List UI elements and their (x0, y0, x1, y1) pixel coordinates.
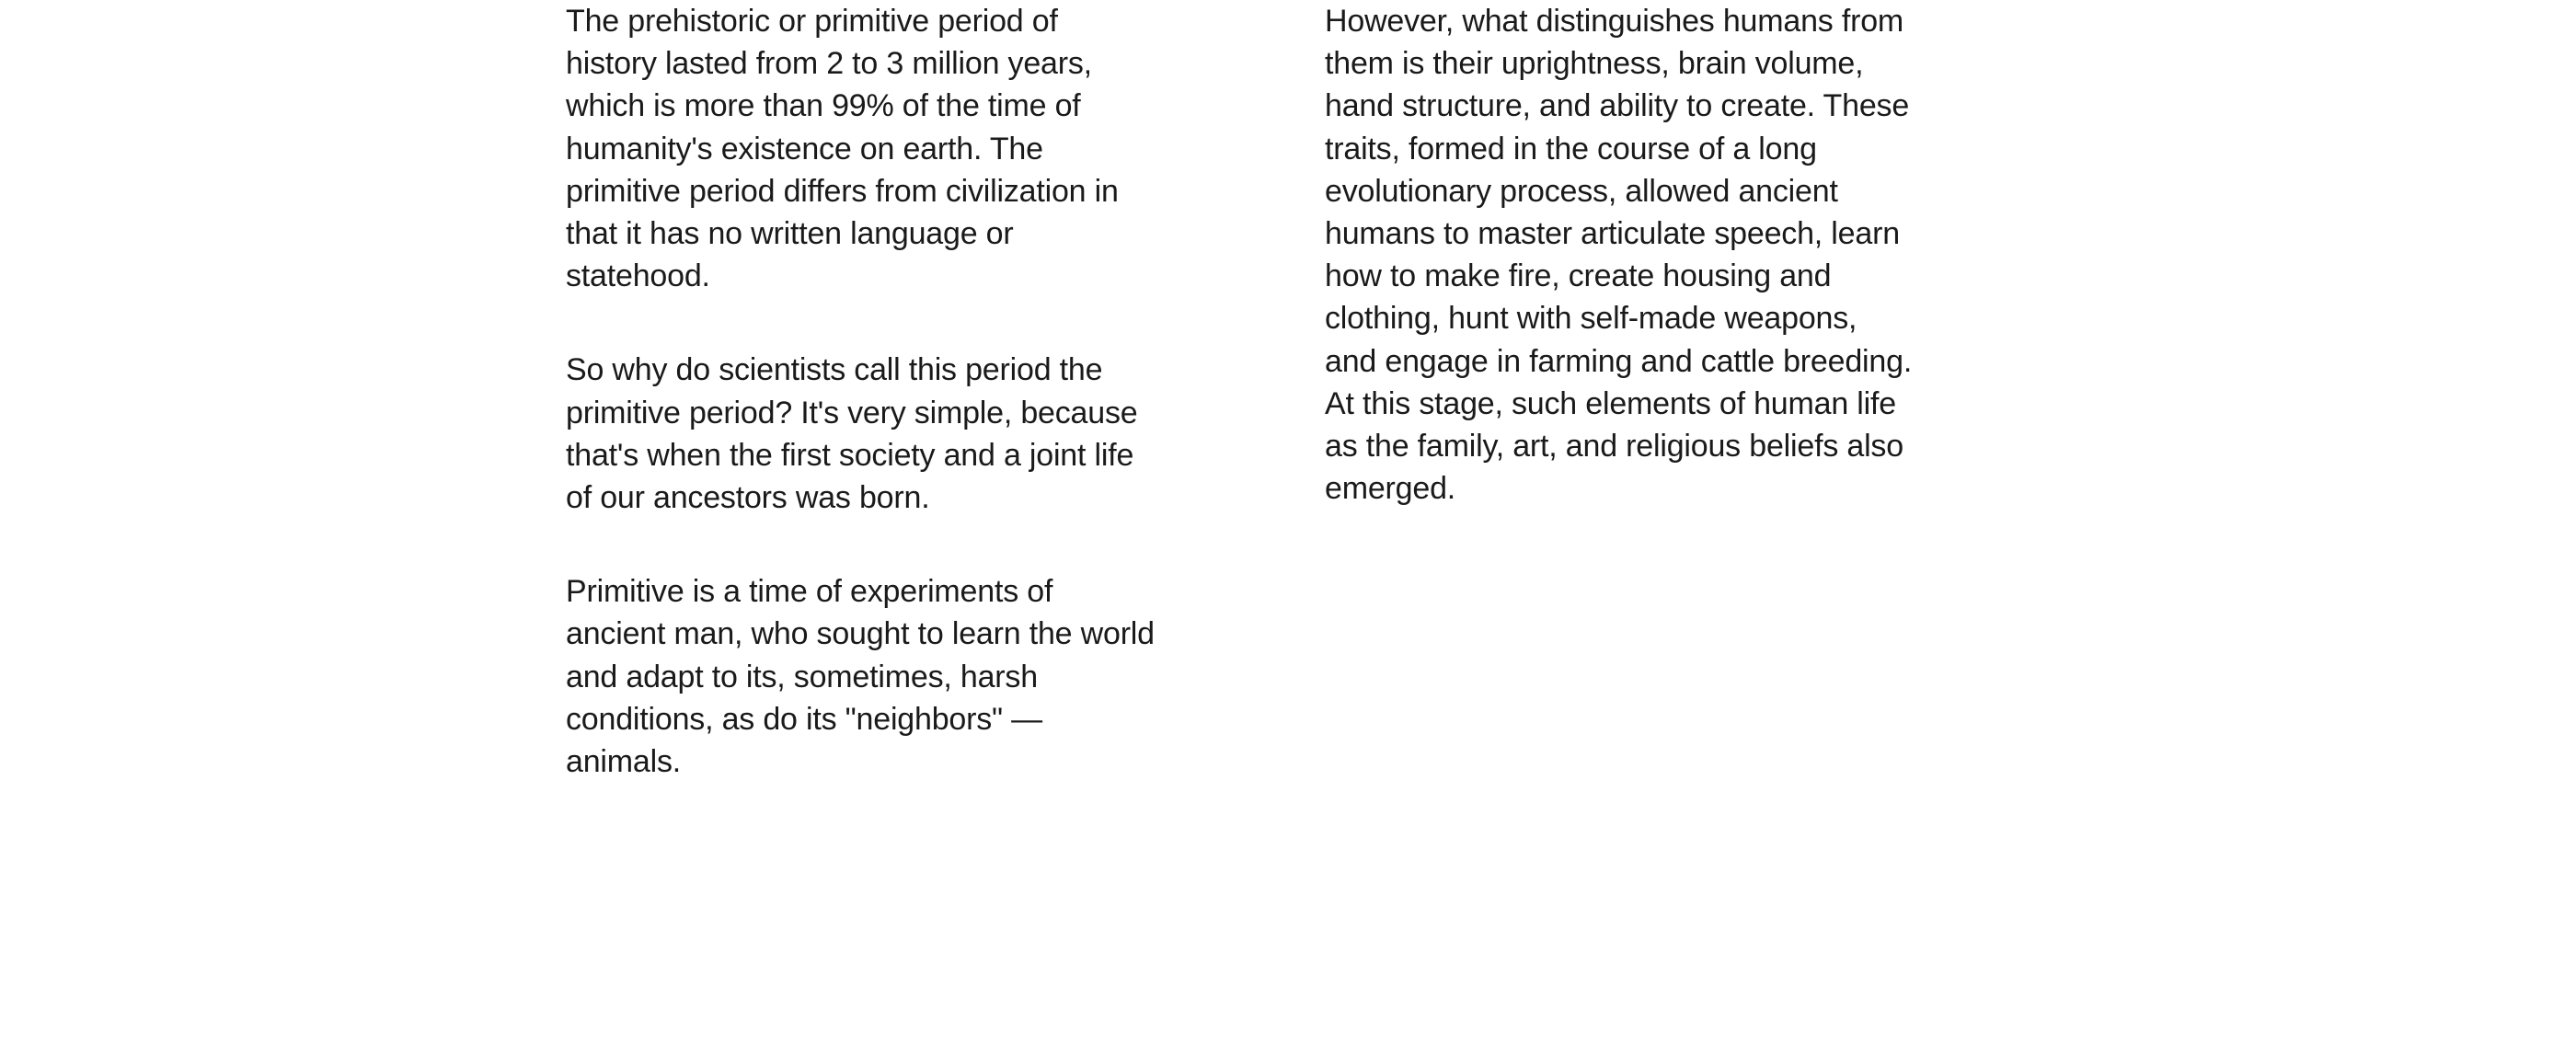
paragraph-human-traits: However, what distinguishes humans from them is their uprightness, brain volume, hand structure, and ability to create. These traits, formed in the course of a long evolutionary process, allowed ancient humans to master articulate speech, learn how to make fire, create housing and clothing, hunt with self-made weapons, and engage in farming and cattle breeding. At this stage, such elements of human life as the family, art, and religious beliefs also emerged. (1325, 4, 1913, 507)
paragraph-experiments: Primitive is a time of experiments of ancient man, who sought to learn the world and adapt to its, sometimes, harsh conditions, as do its "neighbors" — animals. (566, 574, 1155, 780)
right-text-column (1325, 0, 1914, 561)
paragraph-prehistoric-period: The prehistoric or primitive period of history lasted from 2 to 3 million years, which is more than 99% of the time of humanity's existence on earth. The primitive period differs from civilization in that it has no written language or statehood. (566, 4, 1119, 294)
left-text-column (566, 0, 1155, 834)
paragraph-why-primitive: So why do scientists call this period the primitive period? It's very simple, because that's when the first society and a joint life of our ancestors was born. (566, 352, 1138, 516)
